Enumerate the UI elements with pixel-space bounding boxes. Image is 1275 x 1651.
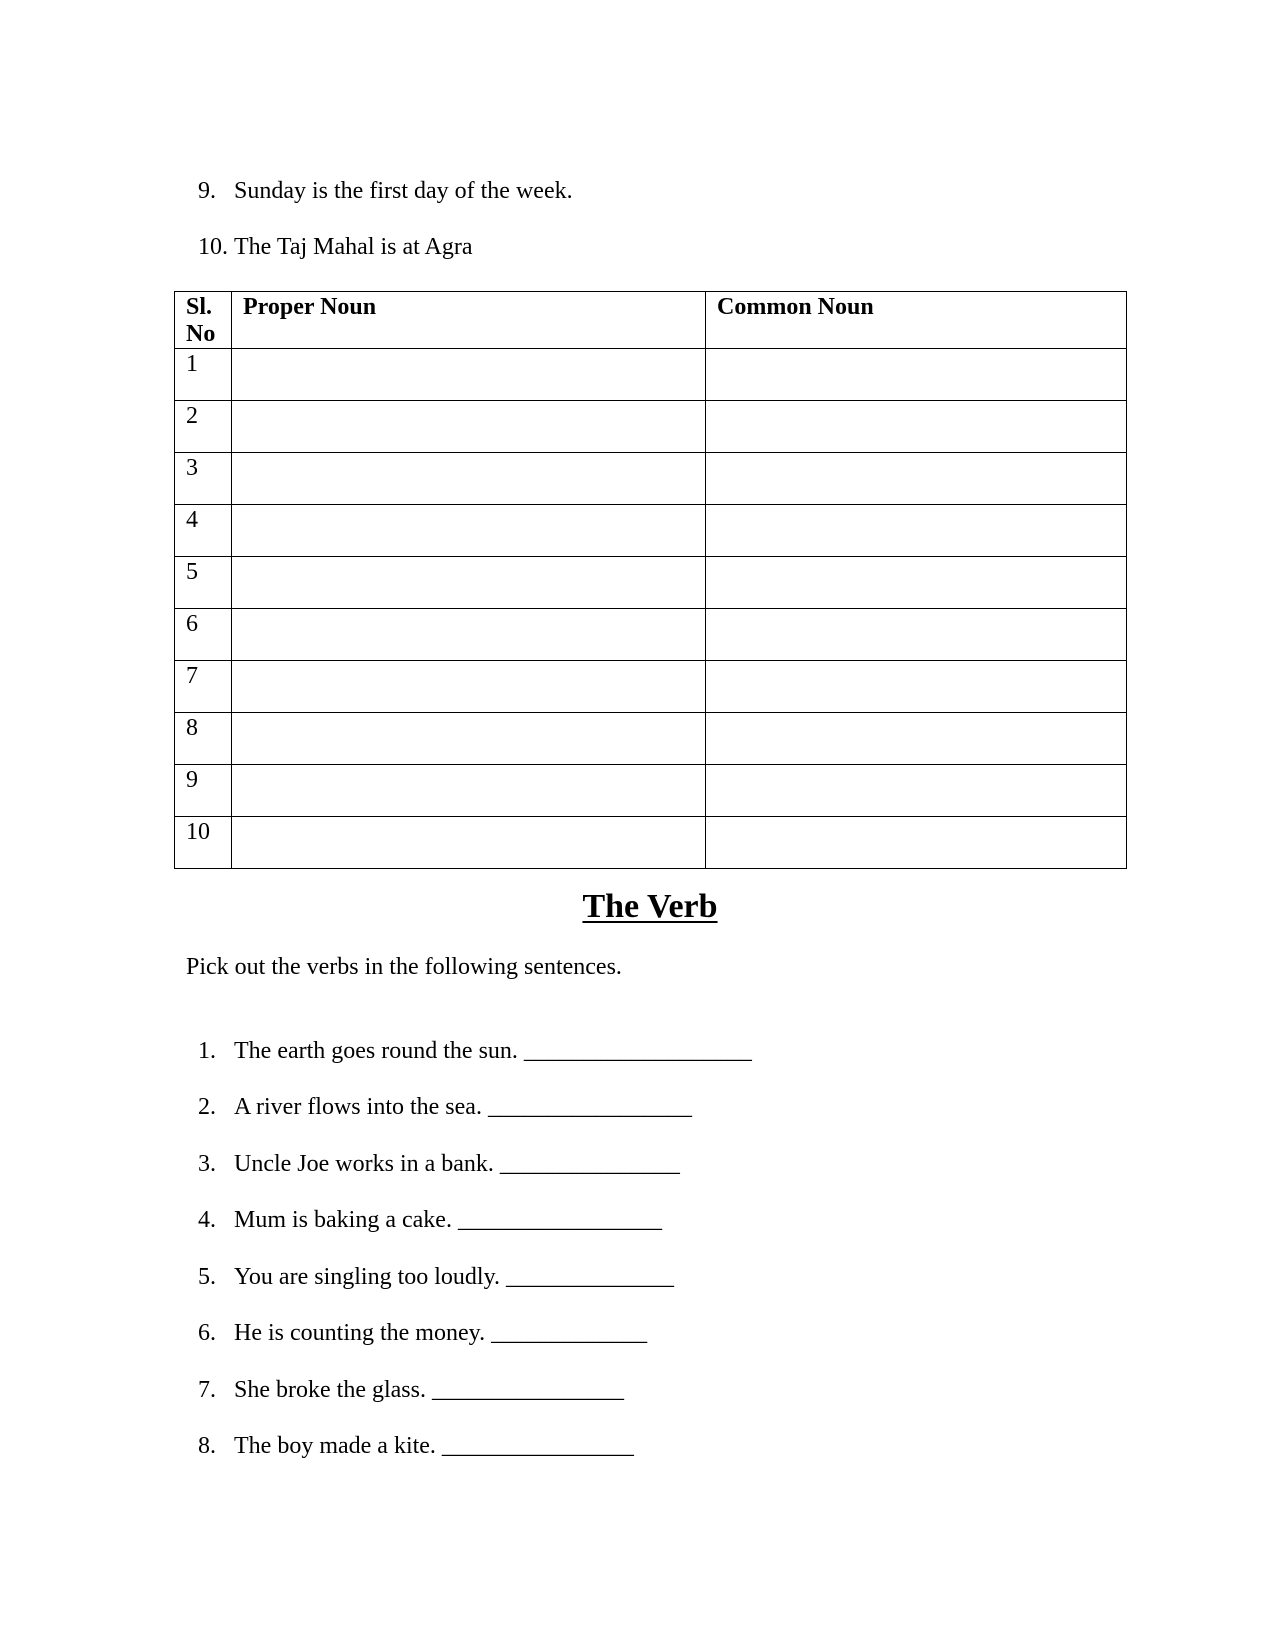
- proper-noun-cell[interactable]: [232, 661, 706, 713]
- table-row: [175, 817, 1127, 869]
- common-noun-cell[interactable]: [706, 349, 1127, 401]
- proper-noun-cell[interactable]: [232, 453, 706, 505]
- common-noun-cell[interactable]: [706, 713, 1127, 765]
- item-text: She broke the glass. ________________: [234, 1377, 624, 1403]
- row-number: 10: [175, 817, 232, 869]
- item-text: The Taj Mahal is at Agra: [234, 234, 473, 260]
- row-number: 3: [175, 453, 232, 505]
- list-item: [186, 1348, 624, 1404]
- row-number: 2: [175, 401, 232, 453]
- list-item: [186, 1009, 752, 1065]
- list-item: [186, 1122, 680, 1178]
- proper-noun-cell[interactable]: [232, 505, 706, 557]
- proper-noun-cell[interactable]: [232, 557, 706, 609]
- table-row: [175, 505, 1127, 557]
- item-text: Mum is baking a cake. _________________: [234, 1207, 662, 1233]
- table-row: [175, 713, 1127, 765]
- proper-noun-cell[interactable]: [232, 609, 706, 661]
- common-noun-cell[interactable]: [706, 557, 1127, 609]
- proper-noun-cell[interactable]: [232, 765, 706, 817]
- item-text: Sunday is the first day of the week.: [234, 178, 573, 204]
- list-item: [186, 1291, 647, 1347]
- row-number: 9: [175, 765, 232, 817]
- item-number: 2.: [198, 1094, 216, 1120]
- item-number: 9.: [198, 178, 216, 204]
- item-number: 4.: [198, 1207, 216, 1233]
- list-item: [186, 1235, 674, 1291]
- table-row: [175, 557, 1127, 609]
- common-noun-cell[interactable]: [706, 453, 1127, 505]
- header-sl-no: Sl. No: [175, 292, 232, 349]
- common-noun-cell[interactable]: [706, 765, 1127, 817]
- table-row: [175, 609, 1127, 661]
- common-noun-cell[interactable]: [706, 401, 1127, 453]
- list-item: [186, 149, 573, 205]
- table-row: [175, 765, 1127, 817]
- header-common-noun: Common Noun: [706, 292, 1127, 349]
- row-number: 6: [175, 609, 232, 661]
- proper-noun-cell[interactable]: [232, 817, 706, 869]
- list-item: [186, 1065, 692, 1121]
- item-text: Uncle Joe works in a bank. _______________: [234, 1151, 680, 1177]
- item-text: You are singling too loudly. ______________: [234, 1264, 675, 1290]
- item-number: 10.: [198, 234, 228, 260]
- table-row: [175, 401, 1127, 453]
- item-number: 6.: [198, 1320, 216, 1346]
- item-number: 3.: [198, 1151, 216, 1177]
- row-number: 8: [175, 713, 232, 765]
- common-noun-cell[interactable]: [706, 609, 1127, 661]
- section-title: The Verb: [582, 888, 718, 925]
- instruction-text: Pick out the verbs in the following sentences.: [186, 954, 622, 980]
- header-proper-noun: Proper Noun: [232, 292, 706, 349]
- noun-table: [174, 291, 1127, 869]
- row-number: 7: [175, 661, 232, 713]
- row-number: 5: [175, 557, 232, 609]
- proper-noun-cell[interactable]: [232, 349, 706, 401]
- table-row: [175, 661, 1127, 713]
- table-header-row: [175, 292, 1127, 349]
- row-number: 4: [175, 505, 232, 557]
- item-text: The boy made a kite. ________________: [234, 1433, 634, 1459]
- proper-noun-cell[interactable]: [232, 713, 706, 765]
- common-noun-cell[interactable]: [706, 661, 1127, 713]
- proper-noun-cell[interactable]: [232, 401, 706, 453]
- list-item: [186, 205, 472, 261]
- common-noun-cell[interactable]: [706, 505, 1127, 557]
- common-noun-cell[interactable]: [706, 817, 1127, 869]
- table-row: [175, 349, 1127, 401]
- item-text: The earth goes round the sun. ___________________: [234, 1038, 752, 1064]
- item-text: A river flows into the sea. _________________: [234, 1094, 692, 1120]
- item-number: 7.: [198, 1377, 216, 1403]
- item-text: He is counting the money. _____________: [234, 1320, 648, 1346]
- row-number: 1: [175, 349, 232, 401]
- item-number: 8.: [198, 1433, 216, 1459]
- item-number: 5.: [198, 1264, 216, 1290]
- item-number: 1.: [198, 1038, 216, 1064]
- list-item: [186, 1404, 634, 1460]
- table-row: [175, 453, 1127, 505]
- list-item: [186, 1178, 662, 1234]
